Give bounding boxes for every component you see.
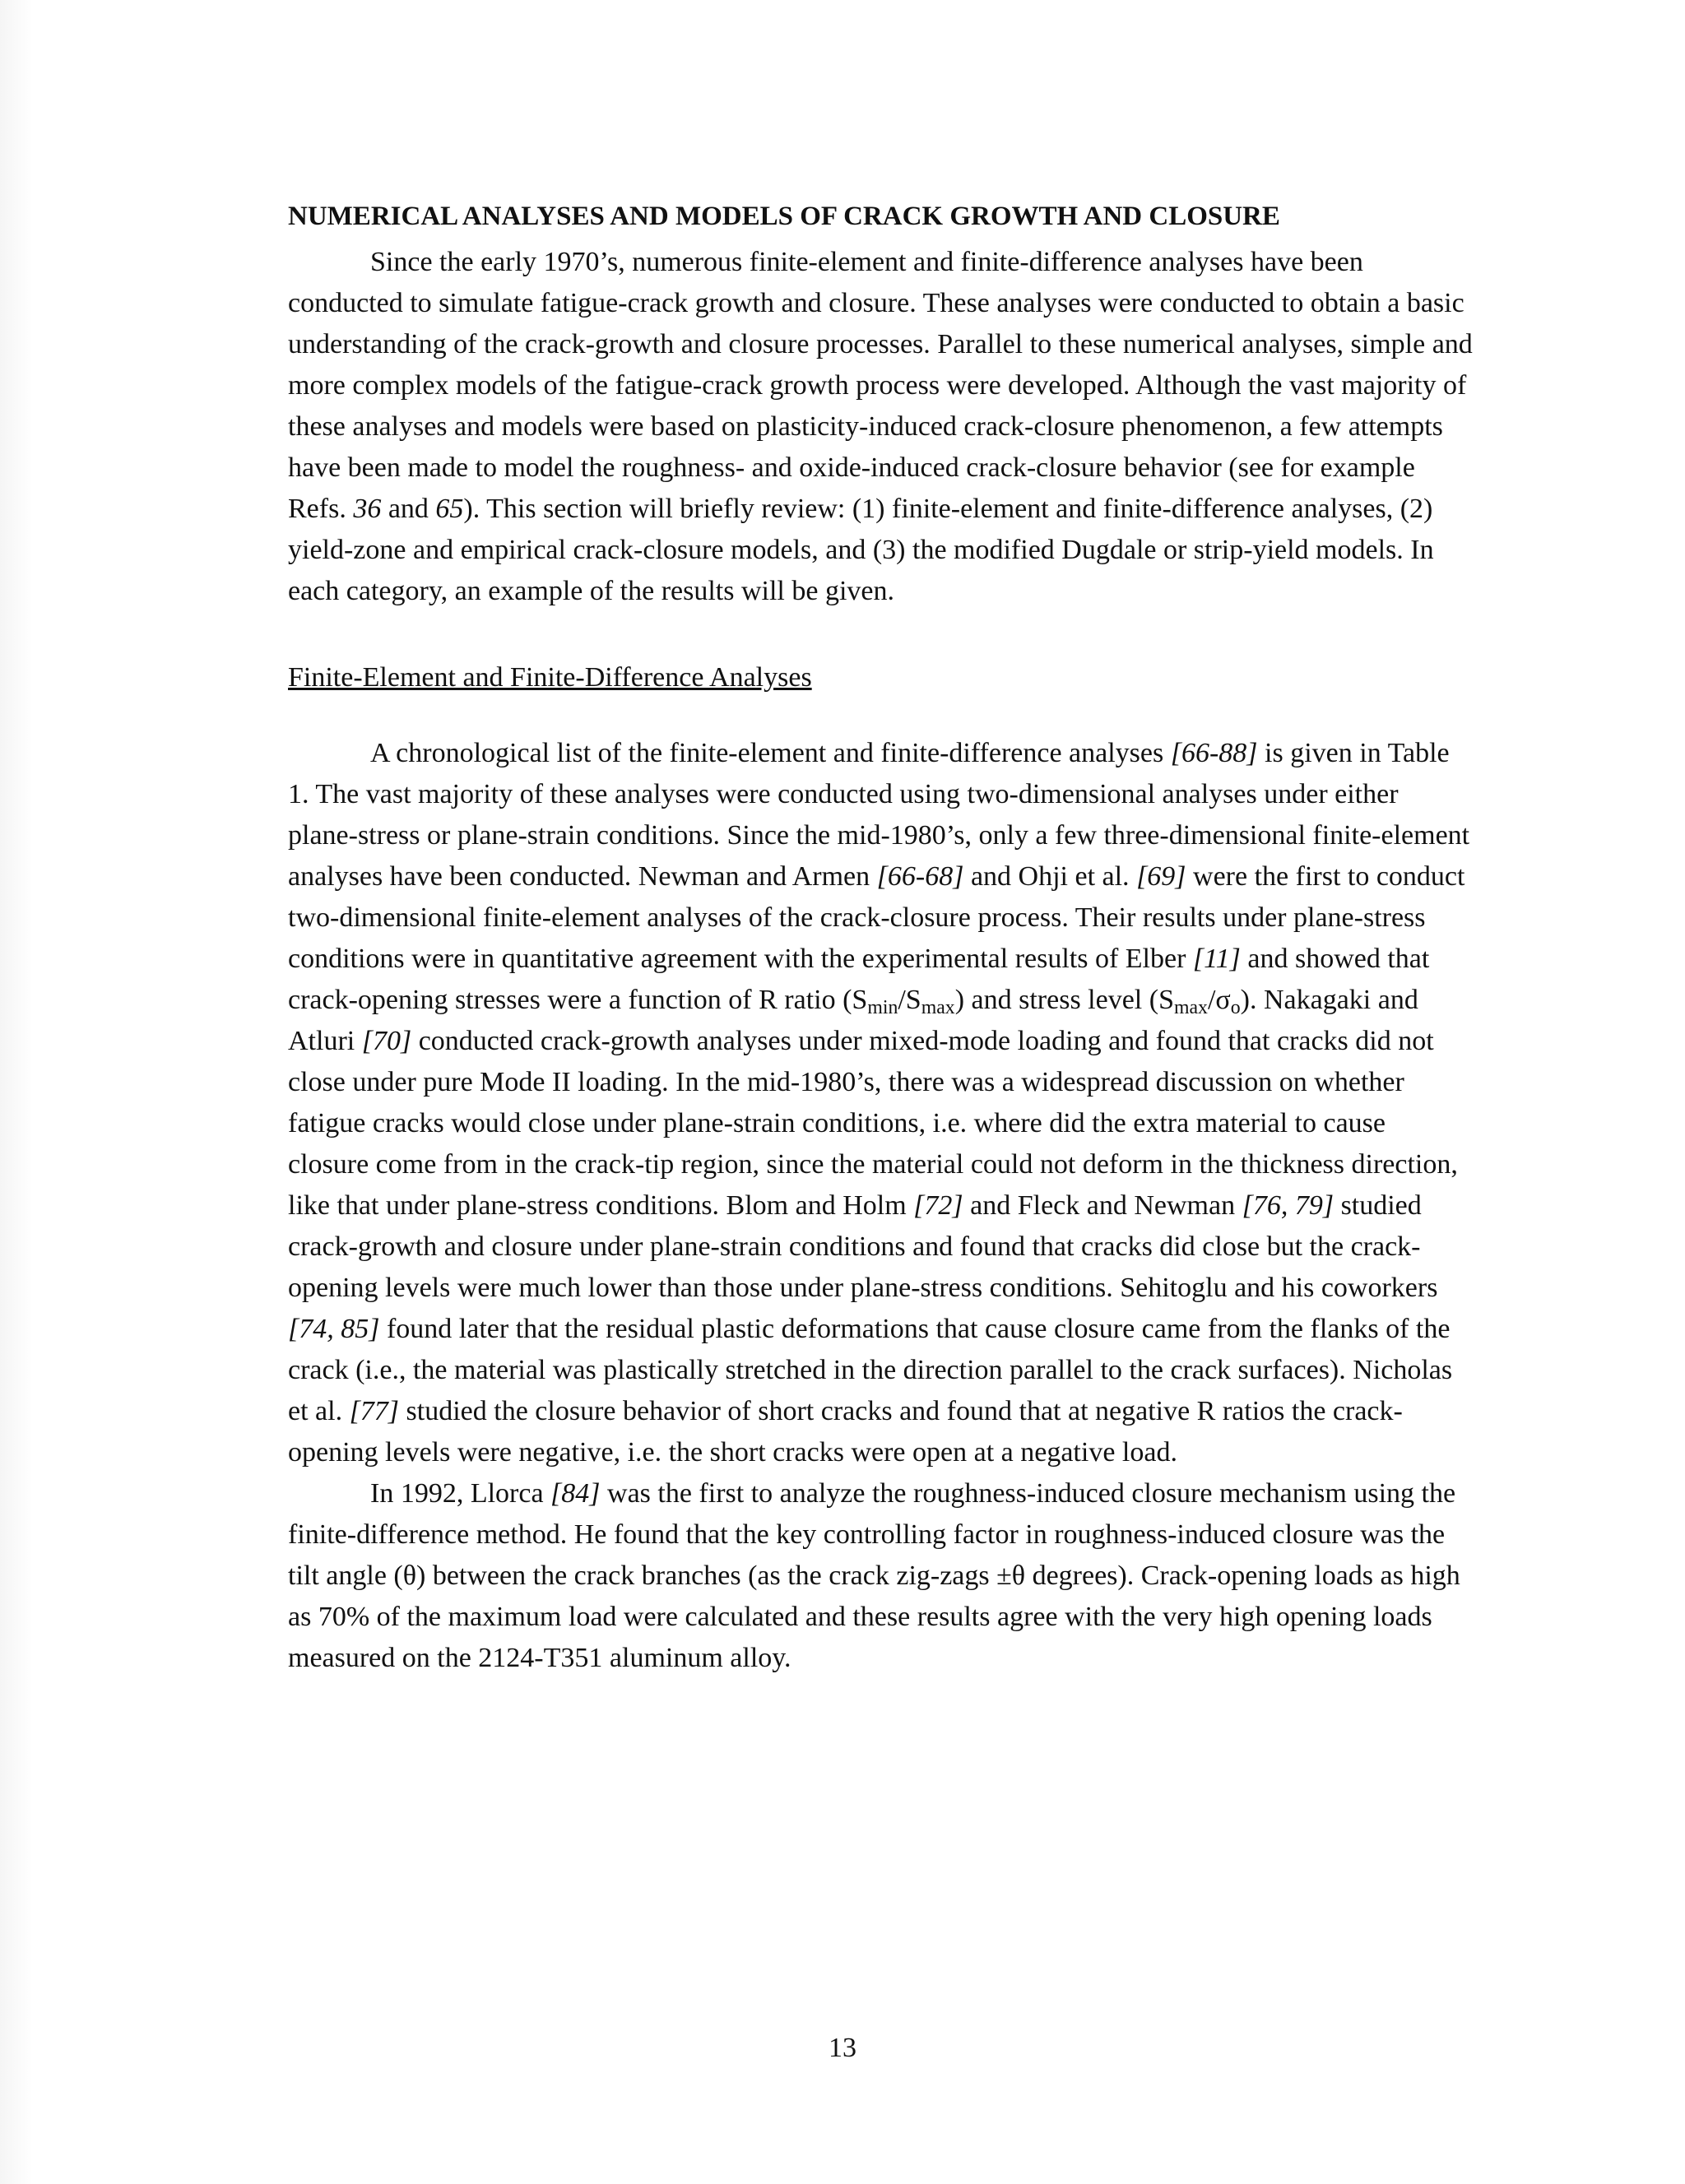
reference-citation: [66-88] — [1170, 738, 1258, 768]
paragraph-text-run: /σ — [1207, 985, 1231, 1015]
paragraph-text-run: and Fleck and Newman — [963, 1190, 1242, 1221]
paragraph-text-run: Since the early 1970’s, numerous finite-element and finite-difference analyses have been conducted to simulate fatigue-crack growth and closure. These analyses were conducted to obtain a basic understanding of the crack-growth and closure processes. Parallel to these numerical analyses, simple and more complex models of the fatigue-crack growth process were developed. Although the vast majority of these analyses and models were based on plasticity-induced crack-closure phenomenon, a few attempts have been made to model the roughness- and oxide-induced crack-closure behavior (see for example Refs. — [288, 247, 1473, 524]
paragraph-text-run: A chronological list of the finite-element and finite-difference analyses — [370, 738, 1171, 768]
paragraph-text-run: studied crack-growth and closure under plane-strain conditions and found that cracks did close but the crack-opening levels were much lower than those under plane-stress conditions. Sehitoglu and his coworkers — [288, 1190, 1438, 1303]
reference-citation: [70] — [361, 1026, 412, 1056]
reference-citation: [72] — [913, 1190, 963, 1221]
paragraph-text-run: and Ohji et al. — [963, 861, 1137, 892]
subscript-text: max — [921, 996, 955, 1018]
paragraph-text-run: /S — [898, 985, 921, 1015]
reference-citation: [69] — [1136, 861, 1186, 892]
paragraph-text-run: was the first to analyze the roughness-induced closure mechanism using the finite-difference method. He found that the key controlling factor in roughness-induced closure was the tilt angle (θ) between the crack branches (as the crack zig-zags ±θ degrees). Crack-opening loads as high as 70% of the maximum load were calculated and these results agree with the very high opening loads measured on the 2124-T351 aluminum alloy. — [288, 1478, 1460, 1673]
paragraph-text-run: were the first to conduct two-dimensional finite-element analyses of the crack-closure process. Their results under plane-stress conditions were in quantitative agreement with the experimental results of Elber — [288, 861, 1465, 974]
paragraph-text-run: and showed that crack-opening stresses were a function of R ratio (S — [288, 944, 1430, 1015]
reference-citation: [11] — [1192, 944, 1241, 974]
intro-paragraph — [288, 242, 1473, 612]
reference-citation: [77] — [349, 1396, 400, 1426]
paragraph-text-run: is given in Table 1. The vast majority of these analyses were conducted using two-dimensional analyses under either plane-stress or plane-strain conditions. Since the mid-1980’s, only a few three-dimensional finite-element analyses have been conducted. Newman and Armen — [288, 738, 1470, 892]
reference-citation: 65 — [435, 494, 464, 524]
scan-edge-shading — [0, 0, 33, 2184]
paragraph-text-run: In 1992, Llorca — [370, 1478, 551, 1509]
body-paragraph-2 — [288, 1473, 1473, 1679]
paragraph-text-run: and — [381, 494, 436, 524]
paragraph-text-run: found later that the residual plastic deformations that cause closure came from the flanks of the crack (i.e., the material was plastically stretched in the direction parallel to the crack surfaces). Nicholas et al. — [288, 1314, 1453, 1426]
subscript-text: o — [1230, 996, 1241, 1018]
reference-citation: 36 — [353, 494, 382, 524]
subscript-text: max — [1173, 996, 1208, 1018]
paragraph-text-run: ) and stress level (S — [954, 985, 1174, 1015]
subsection-heading: Finite-Element and Finite-Difference Analyses — [288, 662, 812, 693]
subscript-text: min — [867, 996, 898, 1018]
reference-citation: [84] — [550, 1478, 601, 1509]
page-content — [288, 197, 1473, 1679]
paragraph-text-run: ). Nakagaki and Atluri — [288, 985, 1418, 1056]
paragraph-text-run: studied the closure behavior of short cracks and found that at negative R ratios the crack-opening levels were negative, i.e. the short cracks were open at a negative load. — [288, 1396, 1403, 1468]
reference-citation: [66-68] — [876, 861, 964, 892]
reference-citation: [74, 85] — [288, 1314, 380, 1344]
section-heading: NUMERICAL ANALYSES AND MODELS OF CRACK GROWTH AND CLOSURE — [288, 202, 1280, 231]
body-paragraph-1 — [288, 733, 1473, 1473]
reference-citation: [76, 79] — [1242, 1190, 1335, 1221]
page-number: 13 — [829, 2033, 856, 2063]
paragraph-text-run: conducted crack-growth analyses under mixed-mode loading and found that cracks did not close under pure Mode II loading. In the mid-1980’s, there was a widespread discussion on whether fatigue cracks would close under plane-strain conditions, i.e. where did the extra material to cause closure come from in the crack-tip region, since the material could not deform in the thickness direction, like that under plane-stress conditions. Blom and Holm — [288, 1026, 1458, 1221]
paragraph-text-run: ). This section will briefly review: (1) finite-element and finite-difference analyses, (2) yield-zone and empirical crack-closure models, and (3) the modified Dugdale or strip-yield models. In each category, an example of the results will be given. — [288, 494, 1434, 606]
